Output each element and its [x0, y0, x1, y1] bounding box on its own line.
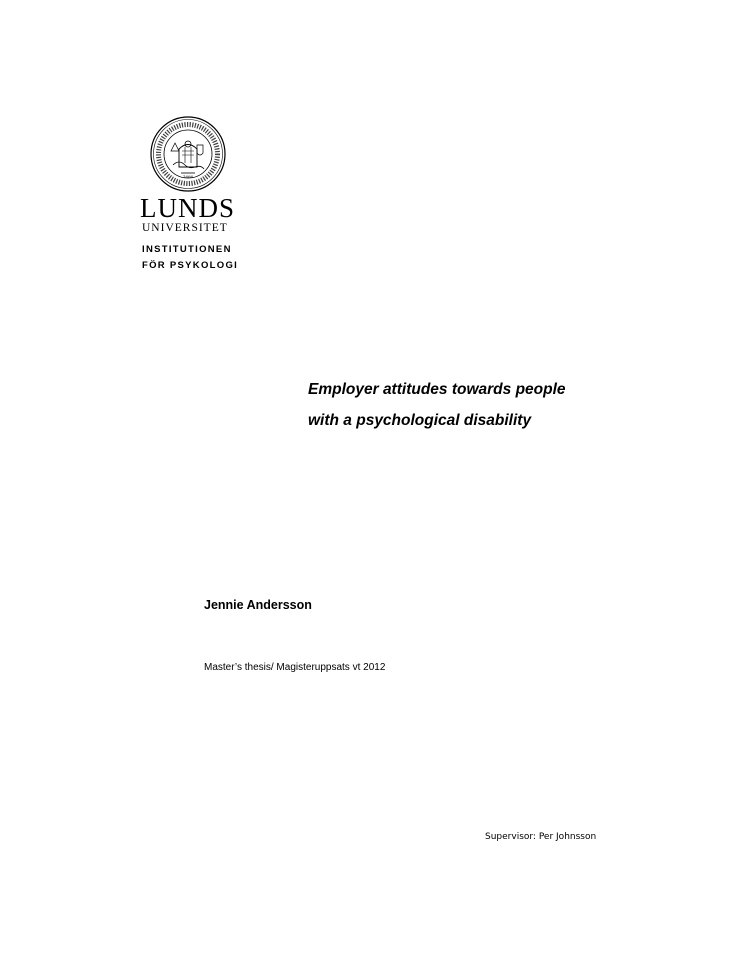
university-name: LUNDS — [140, 193, 236, 223]
department-line-2: FÖR PSYKOLOGI — [142, 260, 239, 271]
thesis-title-line-1: Employer attitudes towards people — [308, 381, 566, 398]
thesis-title-line-2: with a psychological disability — [308, 412, 532, 429]
author-name: Jennie Andersson — [204, 598, 312, 612]
university-subname: UNIVERSITET — [142, 222, 228, 234]
lund-university-seal-icon — [149, 115, 227, 193]
seal-year: 1666 — [182, 174, 194, 179]
department-line-1: INSTITUTIONEN — [142, 244, 232, 255]
thesis-type: Master’s thesis/ Magisteruppsats vt 2012 — [204, 662, 386, 673]
supervisor: Supervisor: Per Johnsson — [485, 832, 597, 842]
